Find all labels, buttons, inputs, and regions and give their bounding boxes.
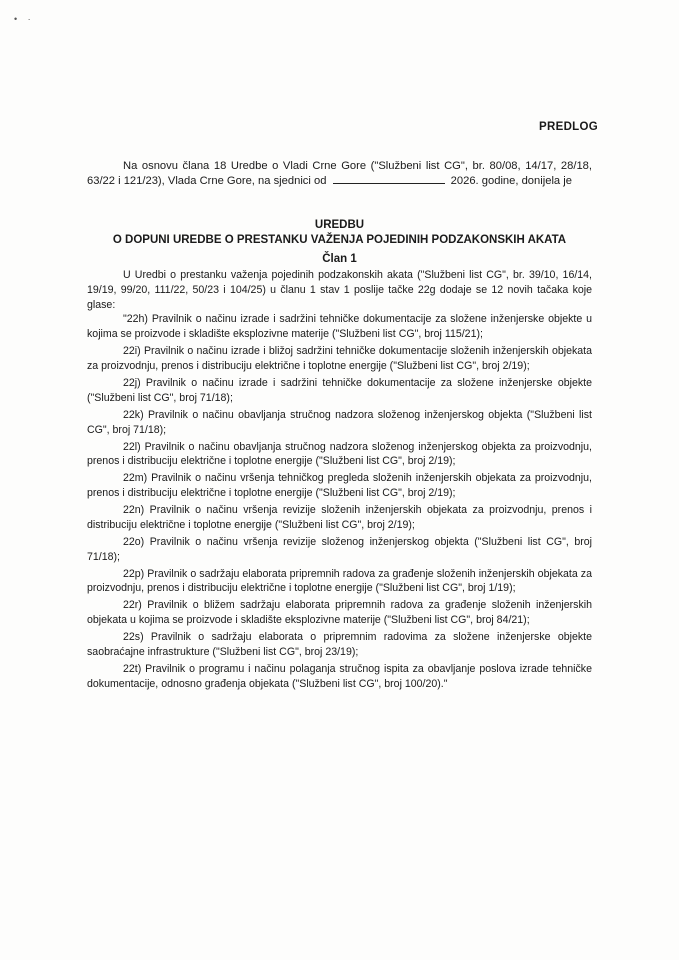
list-item: 22n) Pravilnik o načinu vršenja revizije složenih inženjerskih objekata za proizvodnju, prenos i distribuciju električne i toplotne energije ("Službeni list CG", broj 2/19); <box>87 504 592 531</box>
scan-specks: • · <box>14 14 35 24</box>
list-item: 22m) Pravilnik o načinu vršenja tehničkog pregleda složenih inženjerskih objekata za proizvodnju, prenos i distribuciju električne i toplotne energije ("Službeni list CG", broj 2/19); <box>87 472 592 500</box>
list-item: 22i) Pravilnik o načinu izrade i bližoj sadržini tehničke dokumentacije složenih inženjerskih objekata za proizvodnju, prenos i distribuciju električne i toplotne energije ("Službeni list CG", broj 2/19); <box>87 345 592 372</box>
list-item: 22k) Pravilnik o načinu obavljanja stručnog nadzora složenog inženjerskog objekta ("Službeni list CG", broj 71/18); <box>87 408 592 436</box>
list-item: 22t) Pravilnik o programu i načinu polaganja stručnog ispita za obavljanje poslova izrade tehničke dokumentacije, odnosno građenja objekata ("Službeni list CG", broj 100/20)." <box>87 662 592 690</box>
preamble <box>87 159 592 189</box>
list-item: 22o) Pravilnik o načinu vršenja revizije složenog inženjerskog objekta ("Službeni list CG", broj 71/18); <box>87 535 592 563</box>
list-item: 22p) Pravilnik o sadržaju elaborata pripremnih radova za građenje složenih inženjerskih objekata za proizvodnju, prenos i distribuciju električne i toplotne energije ("Službeni list CG", broj 1/19); <box>87 567 592 595</box>
article-body <box>87 268 592 694</box>
list-item: 22l) Pravilnik o načinu obavljanja stručnog nadzora složenog inženjerskog objekta za proizvodnju, prenos i distribuciju električne i toplotne energije ("Službeni list CG", broj 2/19); <box>87 440 592 468</box>
decree-title <box>87 218 592 248</box>
intro-paragraph: U Uredbi o prestanku važenja pojedinih podzakonskih akata ("Službeni list CG", br. 39/10, 16/14, 19/19, 99/20, 111/22, 50/23 i 104/25) u članu 1 stav 1 poslije tačke 22g dodaje se 12 novih tačaka koje glase: <box>87 269 592 311</box>
title-line-1: UREDBU <box>314 219 365 231</box>
list-item: 22r) Pravilnik o bližem sadržaju elaborata pripremnih radova za građenje složenih inženjerskih objekata u kojima se proizvode i skladište eksplozivne materije ("Službeni list CG", broj 84/21); <box>87 599 592 627</box>
article-heading: Član 1 <box>322 253 357 265</box>
date-blank-line <box>333 174 445 184</box>
list-item: 22j) Pravilnik o načinu izrade i sadržini tehničke dokumentacije za složene inženjerske objekte ("Službeni list CG", broj 71/18); <box>87 376 592 404</box>
title-line-2: O DOPUNI UREDBE O PRESTANKU VAŽENJA POJEDINIH PODZAKONSKIH AKATA <box>112 234 567 246</box>
draft-marker: PREDLOG <box>539 121 598 133</box>
preamble-text-before: Na osnovu člana 18 Uredbe o Vladi Crne Gore ("Službeni list CG", br. 80/08, 14/17, 28/18, 63/22 i 121/23), Vlada Crne Gore, na sjednici od <box>87 160 592 187</box>
preamble-text-after: 2026. godine, donijela je <box>450 175 572 187</box>
list-item: 22s) Pravilnik o sadržaju elaborata o pripremnim radovima za složene inženjerske objekte saobraćajne infrastrukture ("Službeni list CG", broj 23/19); <box>87 631 592 658</box>
list-item: "22h) Pravilnik o načinu izrade i sadržini tehničke dokumentacije za složene inženjerske objekte u kojima se proizvode i skladište eksplozivne materije ("Službeni list CG", broj 115/21); <box>87 313 592 341</box>
